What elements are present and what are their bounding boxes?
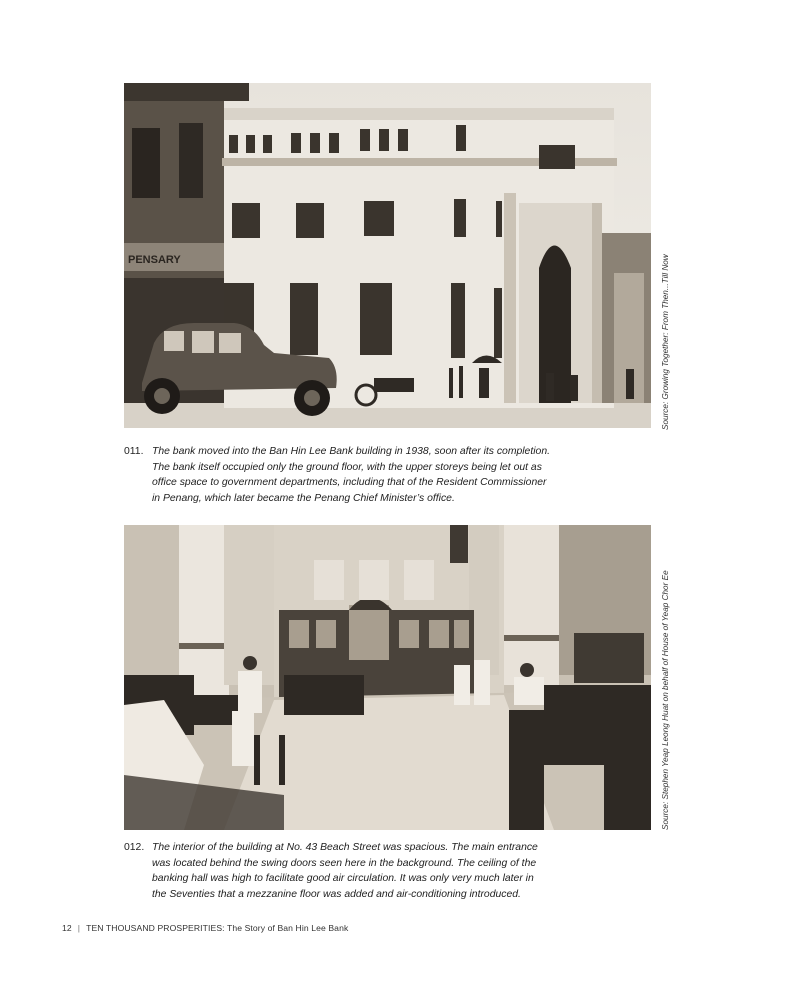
caption-line: The interior of the building at No. 43 Beach Street was spacious. The main entrance: [152, 842, 538, 853]
footer-separator: |: [77, 923, 81, 933]
caption-line: The bank itself occupied only the ground floor, with the upper storeys being let out as: [152, 461, 542, 473]
book-title: TEN THOUSAND PROSPERITIES: The Story of Ban Hin Lee Bank: [86, 923, 349, 933]
page-number: 12: [62, 923, 72, 933]
page-footer: [62, 923, 348, 933]
photo-bank-building-exterior: [124, 83, 651, 428]
banking-hall-illustration: [124, 525, 651, 830]
bank-exterior-illustration: [124, 83, 651, 428]
caption-line: banking hall was high to facilitate good air circulation. It was only very much later in: [152, 873, 534, 884]
caption-line: was located behind the swing doors seen here in the background. The ceiling of the: [152, 857, 537, 869]
photo-caption: [124, 840, 594, 902]
photo-caption: [124, 444, 594, 506]
caption-line: office space to government departments, including that of the Resident Commissioner: [152, 477, 547, 488]
caption-line: The bank moved into the Ban Hin Lee Bank building in 1938, soon after its completion.: [152, 446, 550, 457]
caption-number: 011.: [124, 446, 144, 457]
shop-sign-text: PENSARY: [128, 254, 181, 266]
caption-line: in Penang, which later became the Penang Chief Minister’s office.: [152, 492, 455, 504]
caption-number: 012.: [124, 842, 145, 853]
photo-banking-hall-interior: [124, 525, 651, 830]
caption-line: the Seventies that a mezzanine floor was added and air-conditioning introduced.: [152, 888, 521, 900]
photo-source-credit: Source: Stephen Yeap Leong Huat on behalf of House of Yeap Chor Ee: [661, 570, 670, 830]
photo-source-credit: Source: Growing Together: From Then...Till Now: [661, 254, 670, 430]
